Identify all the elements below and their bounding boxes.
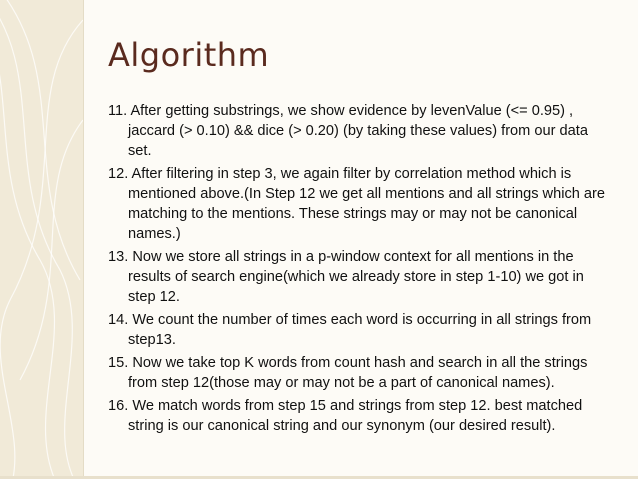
slide-title: Algorithm [108,36,270,74]
list-item: 15. Now we take top K words from count hash and search in all the strings from step 12(those may or may not be a part of canonical names). [108,355,588,391]
list-item: 13. Now we store all strings in a p-window context for all mentions in the results of search engine(which we already store in step 1-10) we got in step 12. [108,249,584,305]
algorithm-steps-list [108,101,613,439]
decorative-sidebar [0,0,84,479]
decorative-curves [0,0,83,479]
list-item: 16. We match words from step 15 and strings from step 12. best matched string is our canonical string and our synonym (our desired result). [108,398,583,434]
list-item: 12. After filtering in step 3, we again filter by correlation method which is mentioned above.(In Step 12 we get all mentions and all strings which are matching to the mentions. These strings may or may not be canonical names.) [108,166,606,242]
list-item: 11. After getting substrings, we show evidence by levenValue (<= 0.95) , jaccard (> 0.10) && dice (> 0.20) (by taking these values) from our data set. [108,103,588,159]
list-item: 14. We count the number of times each word is occurring in all strings from step13. [108,312,592,348]
